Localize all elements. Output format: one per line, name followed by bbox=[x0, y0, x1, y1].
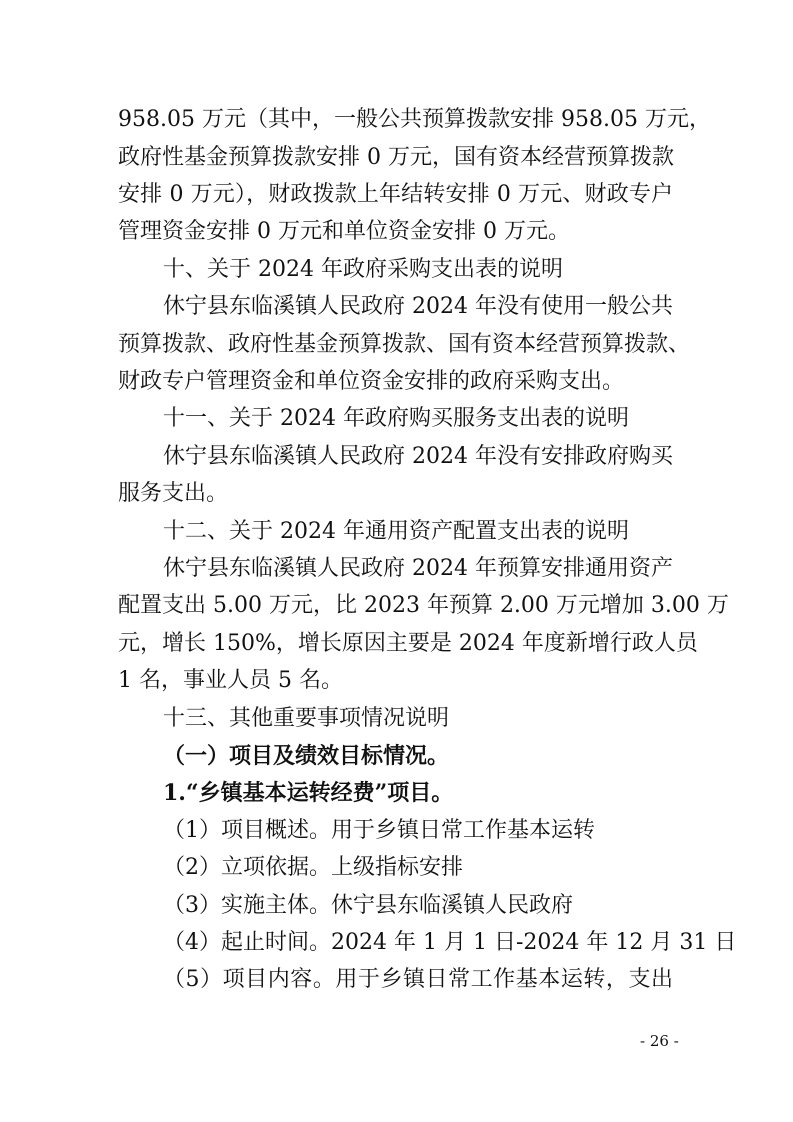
line-text: 政府性基金预算拨款安排 0 万元，国有资本经营预算拨款 bbox=[118, 145, 674, 170]
line-text: 1 名，事业人员 5 名。 bbox=[118, 668, 343, 693]
paragraph-line bbox=[0, 330, 793, 360]
line-text: 财政专户管理资金和单位资金安排的政府采购支出。 bbox=[118, 369, 625, 394]
list-item bbox=[0, 816, 793, 846]
heading-text: 十三、其他重要事项情况说明 bbox=[163, 706, 450, 731]
line-text: 服务支出。 bbox=[118, 481, 229, 506]
line-text: （5）项目内容。用于乡镇日常工作基本运转，支出 bbox=[163, 967, 673, 992]
paragraph-line bbox=[0, 367, 793, 397]
heading-text: 十二、关于 2024 年通用资产配置支出表的说明 bbox=[163, 519, 629, 544]
section-heading bbox=[0, 404, 793, 434]
line-text: 958.05 万元（其中，一般公共预算拨款安排 958.05 万元， bbox=[118, 107, 711, 132]
heading-text: 1.“乡镇基本运转经费”项目。 bbox=[163, 780, 454, 806]
paragraph-line bbox=[0, 442, 793, 472]
line-text: 休宁县东临溪镇人民政府 2024 年没有安排政府购买 bbox=[163, 444, 673, 469]
line-text: （4）起止时间。2024 年 1 月 1 日-2024 年 12 月 31 日 bbox=[163, 930, 737, 955]
paragraph-line bbox=[0, 143, 793, 173]
list-item bbox=[0, 853, 793, 883]
paragraph-line bbox=[0, 217, 793, 247]
heading-text: （一）项目及绩效目标情况。 bbox=[163, 743, 450, 769]
paragraph-line bbox=[0, 292, 793, 322]
heading-text: 十、关于 2024 年政府采购支出表的说明 bbox=[163, 257, 563, 282]
item-heading bbox=[0, 778, 793, 808]
line-text: 元，增长 150%，增长原因主要是 2024 年度新增行政人员 bbox=[118, 631, 698, 656]
paragraph-line bbox=[0, 479, 793, 509]
paragraph-line bbox=[0, 554, 793, 584]
subsection-heading bbox=[0, 741, 793, 771]
section-heading bbox=[0, 704, 793, 734]
paragraph-line bbox=[0, 105, 793, 135]
line-text: 预算拨款、政府性基金预算拨款、国有资本经营预算拨款、 bbox=[118, 332, 691, 357]
list-item bbox=[0, 891, 793, 921]
section-heading bbox=[0, 517, 793, 547]
line-text: 管理资金安排 0 万元和单位资金安排 0 万元。 bbox=[118, 219, 570, 244]
line-text: 配置支出 5.00 万元，比 2023 年预算 2.00 万元增加 3.00 万 bbox=[118, 593, 729, 618]
line-text: 安排 0 万元），财政拨款上年结转安排 0 万元、财政专户 bbox=[118, 182, 673, 207]
paragraph-line bbox=[0, 180, 793, 210]
list-item bbox=[0, 928, 793, 958]
list-item bbox=[0, 965, 793, 995]
line-text: （3）实施主体。休宁县东临溪镇人民政府 bbox=[163, 893, 573, 918]
paragraph-line bbox=[0, 629, 793, 659]
line-text: （1）项目概述。用于乡镇日常工作基本运转 bbox=[163, 818, 595, 843]
paragraph-line bbox=[0, 591, 793, 621]
heading-text: 十一、关于 2024 年政府购买服务支出表的说明 bbox=[163, 406, 629, 431]
line-text: （2）立项依据。上级指标安排 bbox=[163, 855, 463, 880]
section-heading bbox=[0, 255, 793, 285]
paragraph-line bbox=[0, 666, 793, 696]
page-number: - 26 - bbox=[640, 1032, 679, 1050]
line-text: 休宁县东临溪镇人民政府 2024 年没有使用一般公共 bbox=[163, 294, 673, 319]
line-text: 休宁县东临溪镇人民政府 2024 年预算安排通用资产 bbox=[163, 556, 673, 581]
